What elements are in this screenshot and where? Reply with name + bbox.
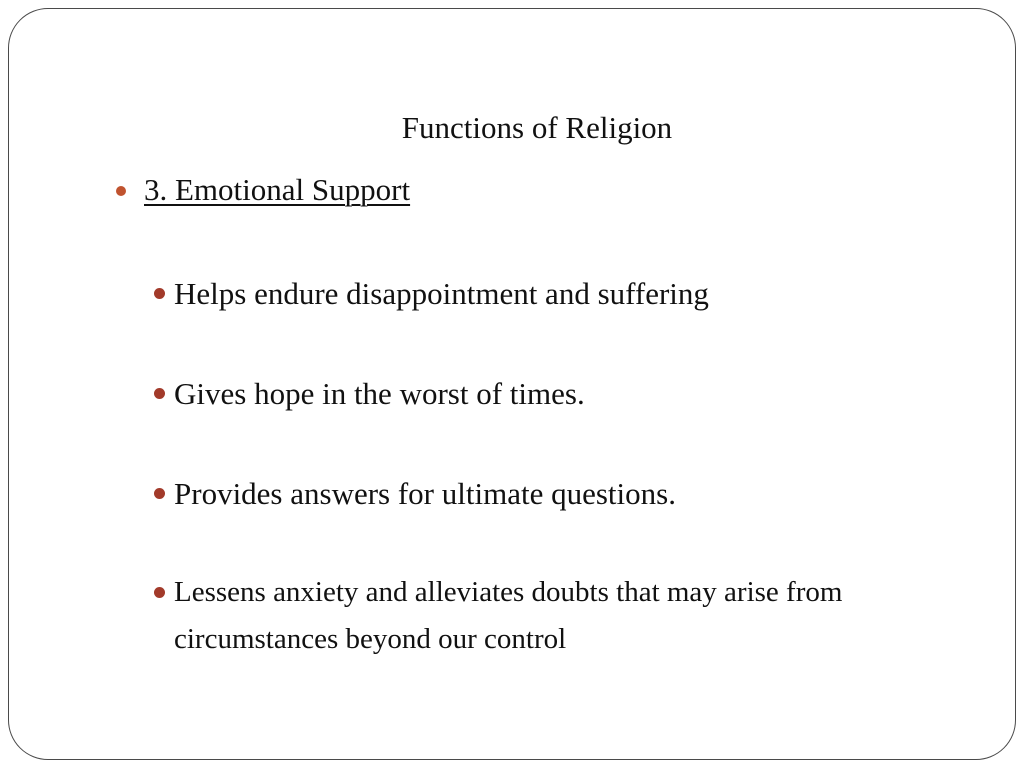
- sub-bullet-text: Provides answers for ultimate questions.: [174, 476, 676, 511]
- sub-bullet: [152, 569, 932, 663]
- sub-bullet: [152, 370, 932, 417]
- sub-bullet-text: Lessens anxiety and alleviates doubts that may arise from circumstances beyond our control: [174, 576, 843, 655]
- heading-bullet-text: 3. Emotional Support: [144, 172, 411, 207]
- bullet-dot-icon: [154, 488, 165, 499]
- bullet-dot-icon: [154, 388, 165, 399]
- sub-bullet: [152, 470, 932, 517]
- bullet-dot-icon: [116, 186, 126, 196]
- bullet-dot-icon: [154, 587, 165, 598]
- slide-title: Functions of Religion: [401, 110, 673, 145]
- sub-bullet-text: Helps endure disappointment and suffering: [174, 276, 709, 311]
- sub-bullet-text: Gives hope in the worst of times.: [174, 376, 585, 411]
- sub-bullet: [152, 270, 932, 317]
- bullet-dot-icon: [154, 288, 165, 299]
